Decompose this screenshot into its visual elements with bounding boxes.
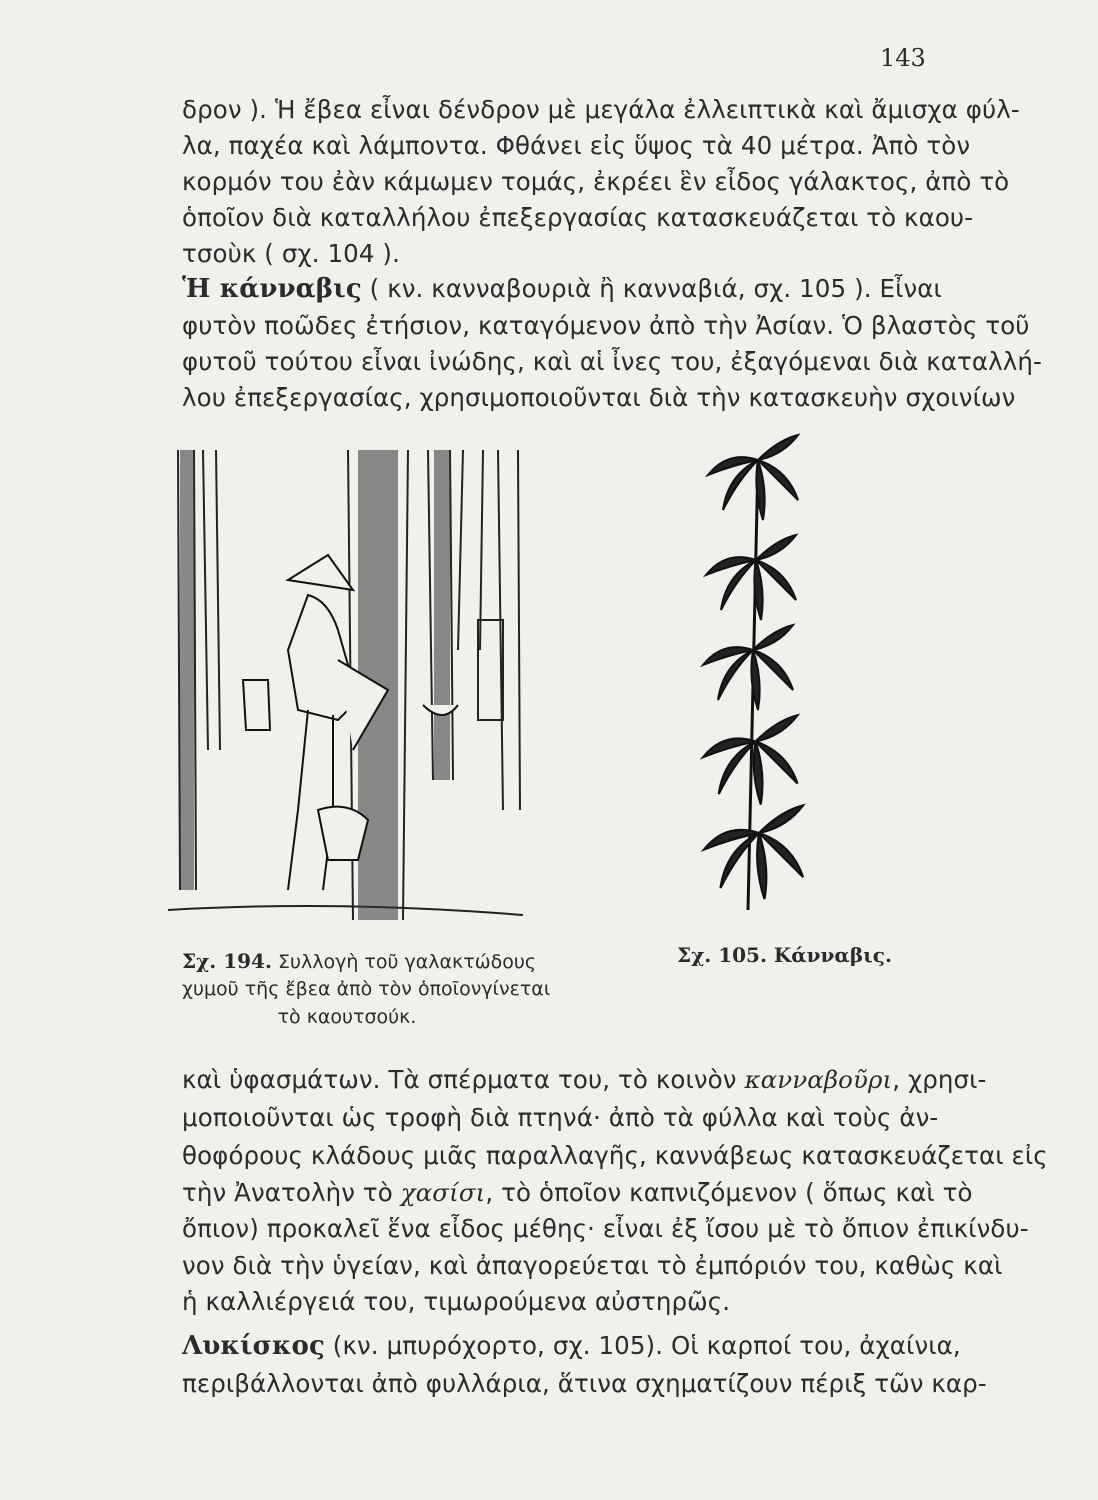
text-span: περιβάλλονται ἀπὸ φυλλάρια, ἅτινα σχηματίζουν πέριξ τῶν καρ-	[182, 1369, 987, 1398]
text-line	[182, 273, 942, 305]
text-span: ὁποῖον διὰ καταλλήλου ἐπεξεργασίας κατασκευάζεται τὸ καου-	[182, 203, 974, 232]
italic-term: κανναβοῦρι	[744, 1065, 893, 1094]
text-span: καὶ ὑφασμάτων. Τὰ σπέρματα του, τὸ κοινὸν	[182, 1065, 745, 1094]
figure-194-caption-line: τὸ καουτσούκ.	[277, 1006, 417, 1028]
text-span: τσοὺκ ( σχ. 104 ).	[182, 239, 400, 268]
text-span: , τὸ ὁποῖον καπνιζόμενον ( ὅπως καὶ τὸ	[485, 1178, 973, 1207]
text-span: τὴν Ἀνατολὴν τὸ	[182, 1178, 401, 1207]
text-span: , χρησι-	[892, 1065, 987, 1094]
figure-194-caption-line: Συλλογὴ τοῦ γαλακτώδους	[277, 951, 536, 973]
page-number: 143	[880, 44, 926, 72]
bold-term: Ἡ κάνναβις	[182, 274, 362, 304]
italic-term: χασίσι	[400, 1178, 486, 1207]
text-span: φυτὸν ποῶδες ἐτήσιον, καταγόμενον ἀπὸ τὴν Ἀσίαν. Ὁ βλαστὸς τοῦ	[182, 311, 1030, 340]
figure-194-caption-line: χυμοῦ τῆς ἔβεα ἀπὸ τὸν ὁποῖονγίνεται	[182, 978, 551, 1000]
text-line	[182, 1177, 973, 1209]
text-span: λου ἐπεξεργασίας, χρησιμοποιοῦνται διὰ τὴν κατασκευὴν σχοινίων	[182, 383, 1016, 412]
text-line	[182, 166, 1010, 198]
figure-105-label: Σχ. 105. Κάνναβις.	[677, 943, 892, 967]
rubber-tapping-illustration	[158, 450, 528, 930]
text-line	[182, 1368, 987, 1400]
hemp-plant-illustration	[668, 430, 908, 920]
bold-term: Λυκίσκος	[182, 1331, 325, 1361]
text-line	[182, 1102, 939, 1134]
text-span: φυτοῦ τούτου εἶναι ἰνώδης, καὶ αἱ ἶνες του, ἐξαγόμεναι διὰ καταλλή-	[182, 347, 1042, 376]
text-line	[182, 1213, 1029, 1245]
text-span: κορμόν του ἐὰν κάμωμεν τομάς, ἐκρέει ἓν εἶδος γάλακτος, ἀπὸ τὸ	[182, 167, 1010, 196]
text-line	[182, 346, 1042, 378]
text-line	[182, 94, 1020, 126]
text-line	[182, 1286, 927, 1318]
text-line	[182, 1064, 987, 1096]
text-line	[182, 382, 1016, 414]
figure-105-caption	[677, 942, 892, 969]
text-span: νον διὰ τὴν ὑγείαν, καὶ ἀπαγορεύεται τὸ ἐμπόριόν του, καθὼς καὶ	[182, 1251, 1003, 1280]
text-line	[182, 130, 971, 162]
text-span: θοφόρους κλάδους μιᾶς παραλλαγῆς, καννάβεως κατασκευάζεται εἰς	[182, 1141, 1048, 1170]
text-line	[182, 238, 927, 270]
text-span: μοποιοῦνται ὡς τροφὴ διὰ πτηνά· ἀπὸ τὰ φύλλα καὶ τοὺς ἀν-	[182, 1103, 939, 1132]
text-line	[182, 1250, 1003, 1282]
figure-194-caption	[182, 948, 536, 975]
text-line	[182, 310, 1030, 342]
text-line	[182, 1140, 1048, 1172]
text-span: ὄπιον) προκαλεῖ ἕνα εἶδος μέθης· εἶναι ἐξ ἴσου μὲ τὸ ὄπιον ἐπικίνδυ-	[182, 1214, 1029, 1243]
text-line	[182, 202, 974, 234]
text-span: λα, παχέα καὶ λάμποντα. Φθάνει εἰς ὕψος τὰ 40 μέτρα. Ἀπὸ τὸν	[182, 131, 971, 160]
text-span: (κν. μπυρόχορτο, σχ. 105). Οἱ καρποί του, ἀχαίνια,	[324, 1331, 961, 1360]
figure-194-label: Σχ. 194.	[182, 949, 272, 973]
text-span: δρον ). Ἡ ἔβεα εἶναι δένδρον μὲ μεγάλα ἐλλειπτικὰ καὶ ἄμισχα φύλ-	[182, 95, 1020, 124]
text-span: ( κν. κανναβουριὰ ἢ κανναβιά, σχ. 105 ). Εἶναι	[361, 274, 942, 303]
text-line	[182, 1330, 961, 1362]
text-span: ἡ καλλιέργειά του, τιμωρούμενα αὐστηρῶς.	[182, 1287, 731, 1316]
